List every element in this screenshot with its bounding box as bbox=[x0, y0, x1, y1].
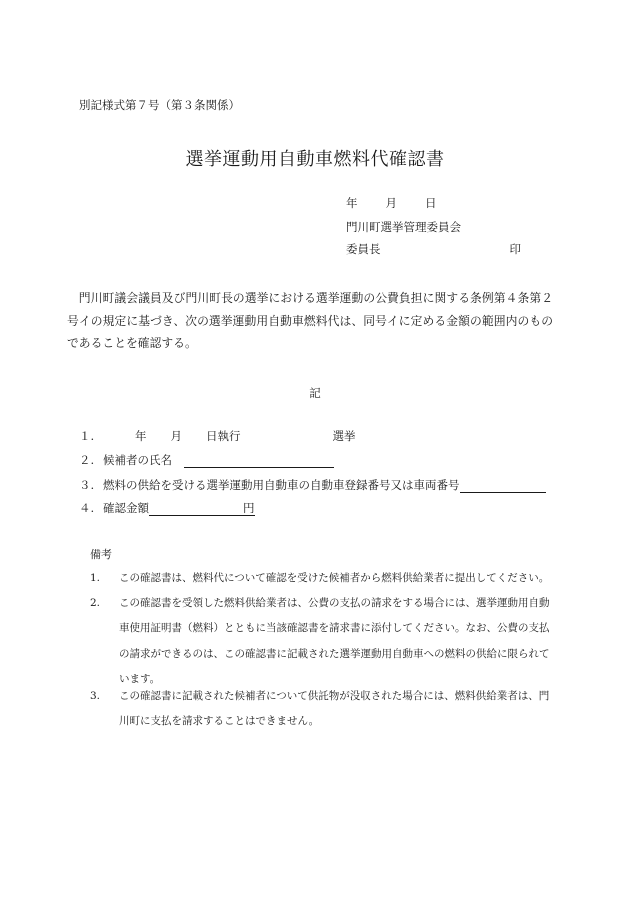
item-vehicle-number bbox=[79, 477, 546, 493]
issuer-committee: 門川町選挙管理委員会 bbox=[346, 220, 461, 234]
candidate-name-field[interactable] bbox=[184, 453, 334, 468]
ki-heading: 記 bbox=[309, 386, 321, 400]
issuer-chair: 委員長 bbox=[346, 242, 381, 256]
note-text: この確認書を受領した燃料供給業者は、公費の支払の請求をする場合には、選挙運動用自動車使用証明書（燃料）とともに当該確認書を請求書に添付してください。なお、公費の支払の請求ができるのは、この確認書に記載された選挙運動用自動車への燃料の供給に限られています。 bbox=[119, 597, 550, 685]
item1-month: 月 bbox=[170, 429, 182, 443]
date-day: 日 bbox=[425, 196, 437, 210]
item-number: １. bbox=[79, 429, 95, 443]
item-candidate-name bbox=[79, 452, 334, 468]
note-number: 3. bbox=[90, 690, 101, 702]
date-line bbox=[346, 195, 466, 211]
item3-label: 燃料の供給を受ける選挙運動用自動車の自動車登録番号又は車両番号 bbox=[103, 478, 460, 492]
amount-field[interactable] bbox=[149, 501, 243, 516]
document-title: 選挙運動用自動車燃料代確認書 bbox=[185, 149, 445, 170]
item-number: ２. bbox=[79, 453, 95, 467]
vehicle-number-field[interactable] bbox=[460, 478, 546, 493]
item1-election: 選挙 bbox=[332, 429, 356, 443]
seal-mark: 印 bbox=[509, 242, 521, 256]
issuer-chair-line bbox=[346, 241, 521, 257]
item4-unit: 円 bbox=[243, 501, 255, 515]
item2-label: 候補者の氏名 bbox=[103, 453, 172, 467]
note-number: 2. bbox=[90, 597, 101, 609]
item-number: ３. bbox=[79, 478, 95, 492]
form-number: 別記様式第７号（第３条関係） bbox=[79, 98, 240, 112]
item-number: ４. bbox=[79, 501, 95, 515]
remarks-title: 備考 bbox=[90, 548, 112, 561]
item-confirmed-amount bbox=[79, 500, 255, 516]
item-election-date bbox=[79, 428, 356, 444]
item1-day-exec: 日執行 bbox=[206, 429, 241, 443]
date-month: 月 bbox=[385, 196, 397, 210]
item1-year: 年 bbox=[135, 429, 147, 443]
date-year: 年 bbox=[346, 196, 358, 210]
note-text: この確認書に記載された候補者について供託物が没収された場合には、燃料供給業者は、門川町に支払を請求することはできません。 bbox=[119, 690, 550, 728]
note-number: 1. bbox=[90, 572, 101, 584]
note-text: この確認書は、燃料代について確認を受けた候補者から燃料供給業者に提出してください。 bbox=[119, 572, 550, 584]
body-paragraph: 門川町議会議員及び門川町長の選挙における選挙運動の公費負担に関する条例第４条第２号イの規定に基づき、次の選挙運動用自動車燃料代は、同号イに定める金額の範囲内のものであることを確認する。 bbox=[67, 291, 553, 350]
item4-label: 確認金額 bbox=[103, 501, 149, 515]
